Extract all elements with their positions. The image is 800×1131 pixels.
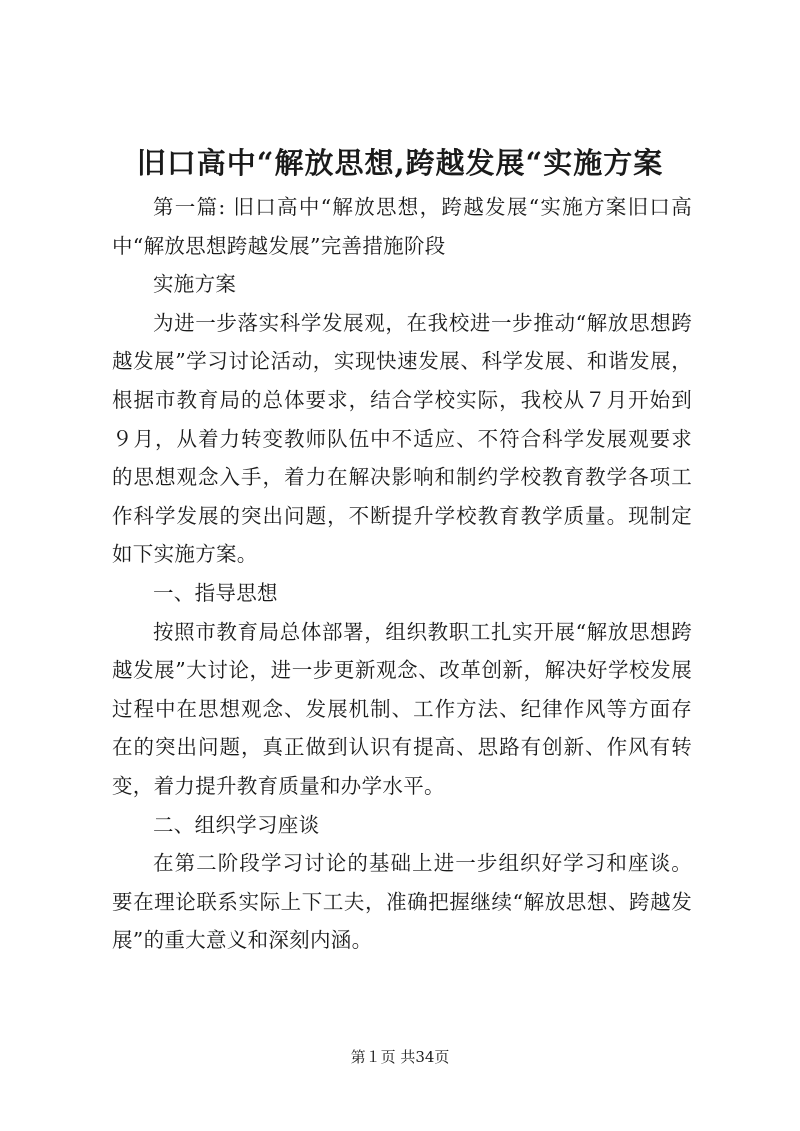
section-heading-study-discussion: 二、组织学习座谈 — [153, 812, 320, 837]
paragraph-subtitle: 实施方案 — [153, 272, 237, 297]
paragraph-guiding-thought: 按照市教育局总体部署，组织教职工扎实开展“解放思想跨越发展”大讨论，进一步更新观念、改革创新，解决好学校发展过程中在思想观念、发展机制、工作方法、纪律作风等方面存在的突出问题，真正做到认识有提高、思路有创新、作风有转变，着力提升教育质量和办学水平。 — [112, 619, 692, 798]
document-body — [112, 188, 692, 960]
paragraph-background: 为进一步落实科学发展观，在我校进一步推动“解放思想跨越发展”学习讨论活动，实现快速发展、科学发展、和谐发展，根据市教育局的总体要求，结合学校实际，我校从７月开始到９月，从着力转变教师队伍中不适应、不符合科学发展观要求的思想观念入手，着力在解决影响和制约学校教育教学各项工作科学发展的突出问题，不断提升学校教育教学质量。现制定如下实施方案。 — [112, 310, 692, 567]
page-footer: 第１页 共34页 — [350, 1048, 450, 1066]
paragraph-study-discussion: 在第二阶段学习讨论的基础上进一步组织好学习和座谈。要在理论联系实际上下工夫，准确把握继续“解放思想、跨越发展”的重大意义和深刻内涵。 — [112, 851, 692, 953]
document-title: 旧口高中“解放思想,跨越发展“实施方案 — [136, 146, 664, 180]
paragraph-intro: 第一篇: 旧口高中“解放思想，跨越发展“实施方案旧口高中“解放思想跨越发展”完善措施阶段 — [112, 195, 692, 258]
section-heading-guiding-thought: 一、指导思想 — [153, 580, 278, 605]
